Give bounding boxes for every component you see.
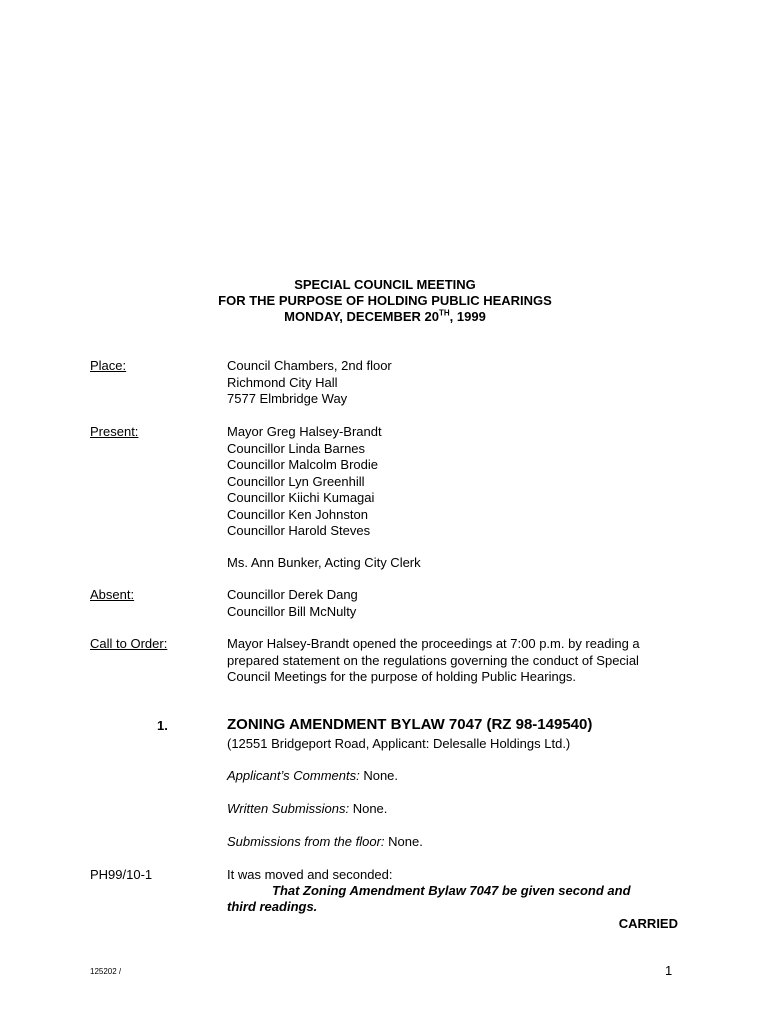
resolution-id: PH99/10-1: [90, 867, 153, 882]
absent-list: [227, 587, 358, 620]
motion-line-2: third readings.: [227, 899, 318, 914]
place-line: 7577 Elmbridge Way: [227, 391, 348, 406]
absent-member: Councillor Bill McNulty: [227, 603, 357, 619]
item-subheading: (12551 Bridgeport Road, Applicant: Delesalle Holdings Ltd.): [227, 736, 571, 751]
applicant-comments: [227, 768, 398, 785]
call-to-order-label: Call to Order:: [90, 636, 168, 651]
present-member: Councillor Harold Steves: [227, 523, 371, 538]
present-label: Present:: [90, 424, 139, 439]
present-member: Councillor Lyn Greenhill: [227, 473, 365, 489]
title-line-1: SPECIAL COUNCIL MEETING: [294, 277, 476, 292]
written-submissions-label: Written Submissions:: [227, 801, 350, 816]
floor-submissions-value: None.: [384, 834, 423, 849]
title-date-sup: TH: [439, 308, 450, 318]
place-details: [227, 358, 392, 408]
floor-submissions-label: Submissions from the floor:: [227, 834, 385, 849]
present-list: [227, 424, 382, 540]
doc-reference: 125202 /: [90, 967, 122, 976]
floor-submissions: [227, 834, 423, 851]
written-submissions: [227, 801, 387, 818]
call-to-order-text: [227, 636, 640, 686]
place-label: Place:: [90, 358, 127, 373]
title-line-3: [0, 309, 770, 325]
title-date-prefix: MONDAY, DECEMBER 20: [284, 309, 439, 324]
applicant-comments-label: Applicant’s Comments:: [227, 768, 360, 783]
carried-status: CARRIED: [618, 916, 678, 931]
absent-label: Absent:: [90, 587, 135, 602]
place-line: Richmond City Hall: [227, 374, 338, 390]
present-clerk: Ms. Ann Bunker, Acting City Clerk: [227, 555, 421, 570]
present-member: Councillor Kiichi Kumagai: [227, 490, 375, 505]
title-line-2: FOR THE PURPOSE OF HOLDING PUBLIC HEARINGS: [218, 293, 552, 308]
motion-line-1: That Zoning Amendment Bylaw 7047 be given second and: [272, 883, 631, 898]
absent-member: Councillor Derek Dang: [227, 587, 358, 602]
present-member: Mayor Greg Halsey-Brandt: [227, 424, 382, 439]
present-member: Councillor Ken Johnston: [227, 506, 368, 522]
item-number: 1.: [157, 718, 168, 733]
call-to-order-line: Council Meetings for the purpose of holding Public Hearings.: [227, 669, 577, 684]
present-member: Councillor Malcolm Brodie: [227, 457, 378, 472]
page-number: 1: [665, 963, 673, 978]
place-line: Council Chambers, 2nd floor: [227, 358, 392, 373]
written-submissions-value: None.: [349, 801, 388, 816]
title-date-suffix: , 1999: [449, 309, 486, 324]
moved-seconded: It was moved and seconded:: [227, 867, 393, 882]
present-member: Councillor Linda Barnes: [227, 440, 366, 456]
item-heading: ZONING AMENDMENT BYLAW 7047 (RZ 98-149540): [227, 716, 593, 733]
call-to-order-line: prepared statement on the regulations governing the conduct of Special: [227, 652, 639, 668]
call-to-order-line: Mayor Halsey-Brandt opened the proceedings at 7:00 p.m. by reading a: [227, 636, 640, 651]
applicant-comments-value: None.: [359, 768, 399, 783]
